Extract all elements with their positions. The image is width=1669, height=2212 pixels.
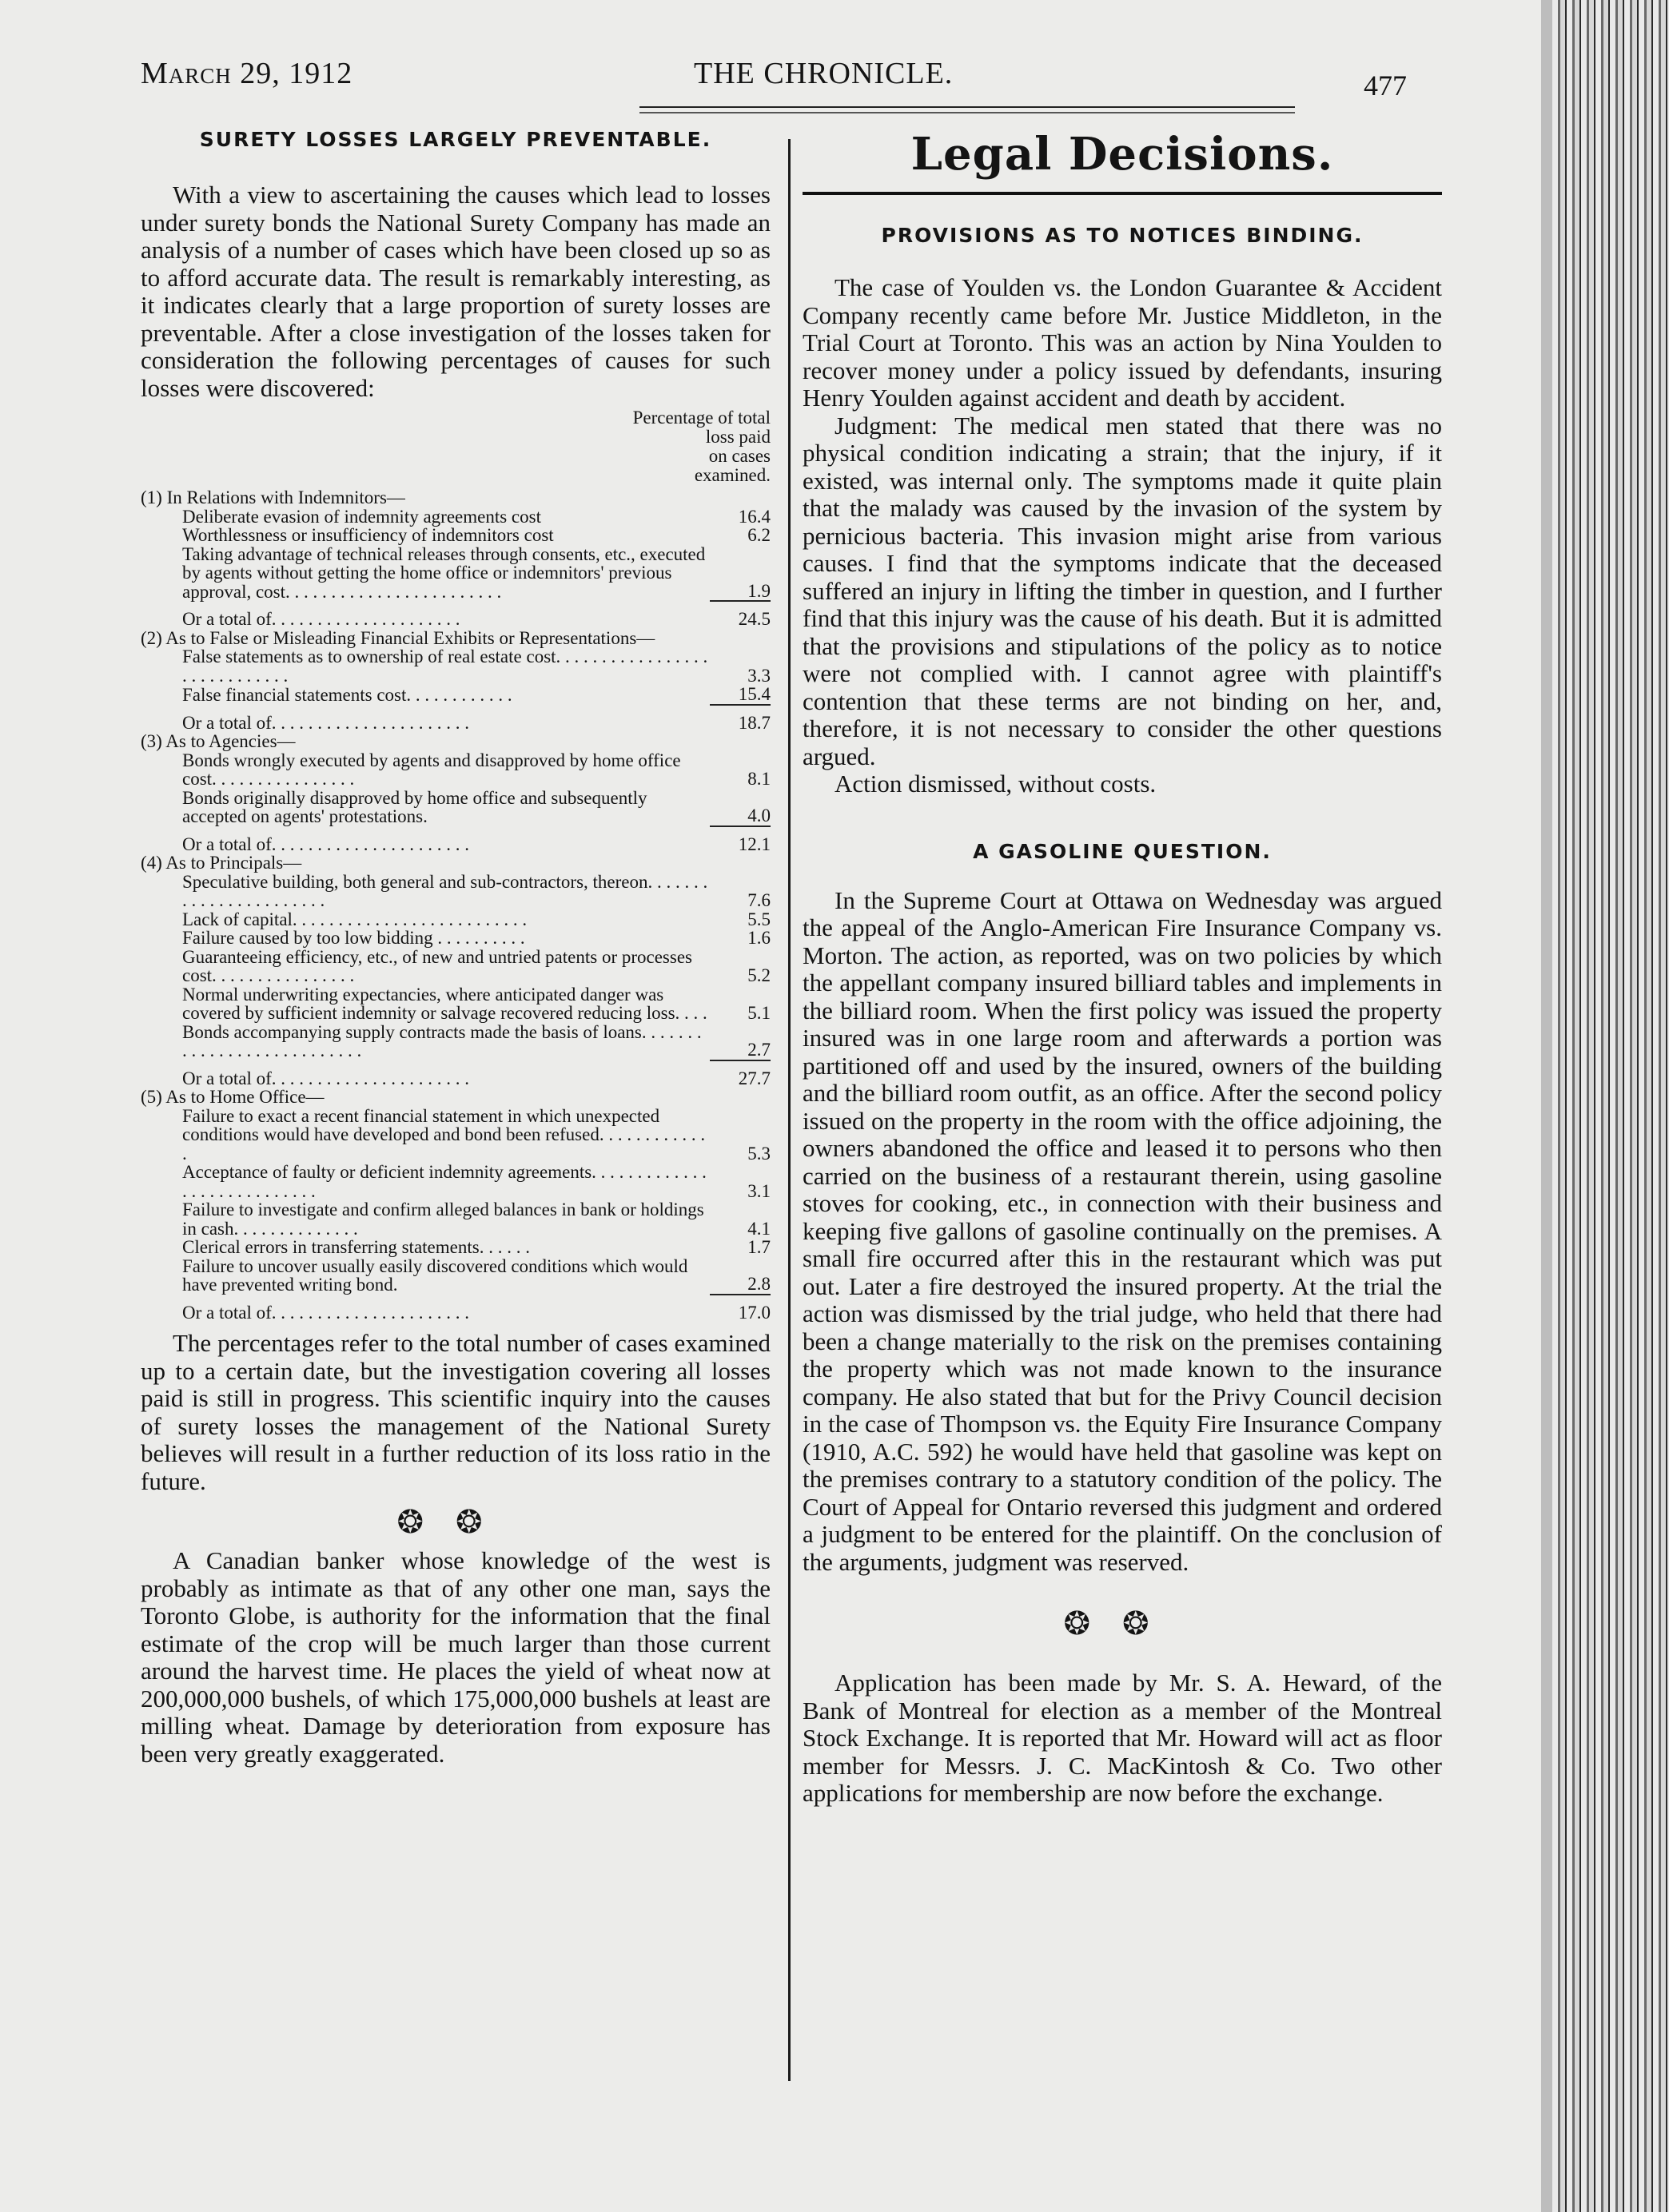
group-title: (3) As to Agencies— [141, 731, 296, 751]
item-value: 15.4 [738, 684, 771, 704]
total-label: Or a total of. . . . . . . . . . . . . . . . . . . . . [182, 609, 460, 629]
group-title: (4) As to Principals— [141, 853, 302, 873]
item-value: 5.2 [747, 965, 771, 985]
total-label: Or a total of. . . . . . . . . . . . . . . . . . . . . . [182, 1302, 470, 1323]
item-label: Normal underwriting expectancies, where anticipated danger was covered by sufficient indemnity or salvage recovered reducing loss. . . . [182, 984, 707, 1023]
item-label: Failure to investigate and confirm alleged balances in bank or holdings in cash. . . . . . . . . . . . . . [182, 1199, 704, 1239]
group-1 [141, 488, 771, 629]
item-label: Failure to exact a recent financial statement in which unexpected conditions would have developed and bond been refused. . . . . . . . . . . . . [182, 1105, 706, 1164]
group-4 [141, 853, 771, 1088]
judgment-paragraph: Judgment: The medical men stated that there was no physical condition indicating a strain; that the injury, if it existed, was internal only. The symptoms made it quite plain that the malady was caused by the invasion of the system by pernicious bacteria. This invasion might arise from various causes. I find that the symptoms indicate that the deceased suffered an injury in lifting the timber in question, and I further find that this injury was the cause of his death. But it is admitted that the provisions and stipulations of the policy as to notice were not complied with. I cannot agree with plaintiff's contention that these terms are not binding on her, and, therefore, it is not necessary to consider the other questions argued. [803, 411, 1442, 770]
item-value: 1.6 [747, 928, 771, 948]
title-rule [803, 192, 1442, 195]
ornament-icon: ❂ [1122, 1605, 1181, 1641]
item-value: 3.1 [747, 1180, 771, 1201]
item-label: Bonds wrongly executed by agents and disapproved by home office cost. . . . . . . . . . . . . . . . [182, 750, 681, 789]
gasoline-paragraph: In the Supreme Court at Ottawa on Wednesday was argued the appeal of the Anglo-American Fire Insurance Company vs. Morton. The action, as reported, was on two policies by which the appellant company insured billiard tables and implements in the billiard room. When the first policy was issued the property insured was in one large room and afterwards a portion was partitioned off and used by the insured, owners of the building and the billiard room outfit, as an office. After the second policy issued on the property in the room with the office adjoining, the owners abandoned the office and leased it to persons who then carried on the business of a restaurant therein, using gasoline stoves for cooking, etc., in connection with their business and keeping five gallons of gasoline continually on the premises. A small fire occurred after this in the restaurant which was put out. Later a fire destroyed the insured property. At the trial the action was dismissed by the trial judge, who held that there had been a change materially to the risk on the premises containing the property which was not made known to the insurance company. He also stated that but for the Privy Council decision in the case of Thompson vs. the Equity Fire Insurance Company (1910, A.C. 592) he would have held that gasoline was kept on the premises contrary to a statutory condition of the policy. The Court of Appeal for Ontario reversed this judgment and ordered a judgment to be entered for the plaintiff. On the conclusion of the arguments, judgment was reserved. [803, 885, 1442, 1576]
pct-header-line: Percentage of total [632, 408, 771, 428]
ornament-divider [141, 1503, 771, 1541]
item-label: Acceptance of faulty or deficient indemnity agreements. . . . . . . . . . . . . . . . . . . . . . . . . . . . [182, 1162, 707, 1201]
youlden-paragraph: The case of Youlden vs. the London Guarantee & Accident Company recently came before Mr. Justice Middleton, in the Trial Court at Toronto. This was an action by Nina Youlden to recover money under a policy issued by defendants, insuring Henry Youlden against accident and death by accident. [803, 273, 1442, 412]
book-binding [1552, 0, 1669, 2212]
percentage-header [141, 408, 771, 485]
pct-header-line: examined. [694, 465, 771, 485]
ornament-icon: ❂ [1063, 1605, 1122, 1641]
item-value: 4.0 [747, 806, 771, 826]
ornament-divider [803, 1605, 1442, 1642]
total-label: Or a total of. . . . . . . . . . . . . . . . . . . . . . [182, 833, 470, 854]
item-label: False financial statements cost. . . . . . . . . . . . [182, 685, 512, 705]
gasoline-heading: A GASOLINE QUESTION. [973, 839, 1272, 863]
total-value: 17.0 [710, 1295, 771, 1323]
header-rule [639, 106, 1295, 113]
item-value: 5.3 [747, 1143, 771, 1164]
left-column [141, 128, 771, 1768]
item-value: 4.1 [747, 1218, 771, 1239]
item-label: Worthlessness or insufficiency of indemnitors cost [182, 525, 554, 545]
item-value: 1.9 [747, 580, 771, 601]
item-label: Lack of capital. . . . . . . . . . . . . . . . . . . . . . . . . . [182, 909, 528, 929]
group-title: (1) In Relations with Indemnitors— [141, 487, 405, 507]
item-label: Guaranteeing efficiency, etc., of new and untried patents or processes cost. . . . . . . . . . . . . . . . [182, 946, 692, 985]
right-column [803, 128, 1442, 1808]
item-value: 7.6 [747, 890, 771, 910]
total-value: 24.5 [710, 601, 771, 629]
ornament-icon: ❂ [396, 1504, 456, 1540]
surety-heading: SURETY LOSSES LARGELY PREVENTABLE. [199, 128, 712, 151]
item-label: Clerical errors in transferring statements. . . . . . [182, 1237, 530, 1257]
publication-title: THE CHRONICLE. [694, 57, 954, 90]
column-divider [788, 139, 791, 2081]
issue-date: March 29, 1912 [141, 57, 353, 90]
item-label: Bonds accompanying supply contracts made the basis of loans. . . . . . . . . . . . . . . . . . . . . . . . . . . [182, 1021, 702, 1060]
item-value: 3.3 [747, 665, 771, 686]
group-title: (2) As to False or Misleading Financial Exhibits or Representations— [141, 627, 655, 648]
item-value: 8.1 [747, 769, 771, 789]
total-value: 27.7 [710, 1060, 771, 1088]
total-value: 12.1 [710, 826, 771, 854]
notices-heading: PROVISIONS AS TO NOTICES BINDING. [881, 224, 1364, 247]
item-value: 5.5 [747, 909, 771, 929]
heward-paragraph: Application has been made by Mr. S. A. Heward, of the Bank of Montreal for election as a member of the Montreal Stock Exchange. It is reported that Mr. Howard will act as floor member for Messrs. J. C. MacKintosh & Co. Two other applications for membership are now before the exchange. [803, 1669, 1442, 1807]
page-number: 477 [1364, 70, 1407, 101]
banker-paragraph: A Canadian banker whose knowledge of the west is probably as intimate as that of any other one man, says the Toronto Globe, is authority for the information that the final estimate of the crop will be much larger than those current around the harvest time. He places the yield of wheat now at 200,000,000 bushels, of which 175,000,000 bushels at least are milling wheat. Damage by deterioration from exposure has been very greatly exaggerated. [141, 1546, 771, 1768]
item-label: Speculative building, both general and sub-contractors, thereon. . . . . . . . . . . . . . . . . . . . . . . [182, 871, 708, 910]
surety-closing: The percentages refer to the total number of cases examined up to a certain date, but the investigation covering all losses paid is still in progress. This scientific inquiry into the causes of surety losses the management of the National Surety believes will result in a further reduction of its loss ratio in the future. [141, 1329, 771, 1495]
total-label: Or a total of. . . . . . . . . . . . . . . . . . . . . . [182, 712, 470, 733]
ornament-icon: ❂ [456, 1504, 515, 1540]
surety-intro: With a view to ascertaining the causes which lead to losses under surety bonds the National Surety Company has made an analysis of a number of cases which have been closed up so as to afford accurate data. The result is remarkably interesting, as it indicates clearly that a large proportion of surety losses are preventable. After a close investigation of the losses taken for consideration the following percentages of causes for such losses were discovered: [141, 181, 771, 402]
legal-decisions-title: Legal Decisions. [910, 128, 1334, 181]
loss-causes-table [141, 488, 771, 1322]
item-value: 16.4 [738, 506, 771, 527]
item-value: 6.2 [747, 525, 771, 545]
item-label: False statements as to ownership of real estate cost. . . . . . . . . . . . . . . . . . . . . . . . . . . . . [182, 646, 708, 686]
item-label: Failure to uncover usually easily discovered conditions which would have prevented writing bond. [182, 1255, 688, 1295]
pct-header-line: loss paid [705, 427, 771, 447]
item-value: 2.7 [747, 1040, 771, 1060]
item-value: 5.1 [747, 1003, 771, 1023]
item-label: Taking advantage of technical releases through consents, etc., executed by agents without getting the home office or indemnitors' previous approval, cost. . . . . . . . . . . . . . . . . . . . . . . . [182, 543, 706, 602]
group-3 [141, 732, 771, 853]
pct-header-line: on cases [708, 446, 771, 466]
item-label: Deliberate evasion of indemnity agreements cost [182, 506, 541, 527]
total-value: 18.7 [710, 705, 771, 733]
group-2 [141, 629, 771, 733]
group-5 [141, 1088, 771, 1322]
item-label: Bonds originally disapproved by home office and subsequently accepted on agents' protestations. [182, 787, 647, 826]
total-label: Or a total of. . . . . . . . . . . . . . . . . . . . . . [182, 1068, 470, 1088]
action-dismissed: Action dismissed, without costs. [834, 770, 1157, 798]
item-label: Failure caused by too low bidding . . . . . . . . . . [182, 928, 525, 948]
group-title: (5) As to Home Office— [141, 1087, 325, 1107]
page-edge [1541, 0, 1552, 2212]
item-value: 1.7 [747, 1237, 771, 1257]
item-value: 2.8 [747, 1274, 771, 1294]
